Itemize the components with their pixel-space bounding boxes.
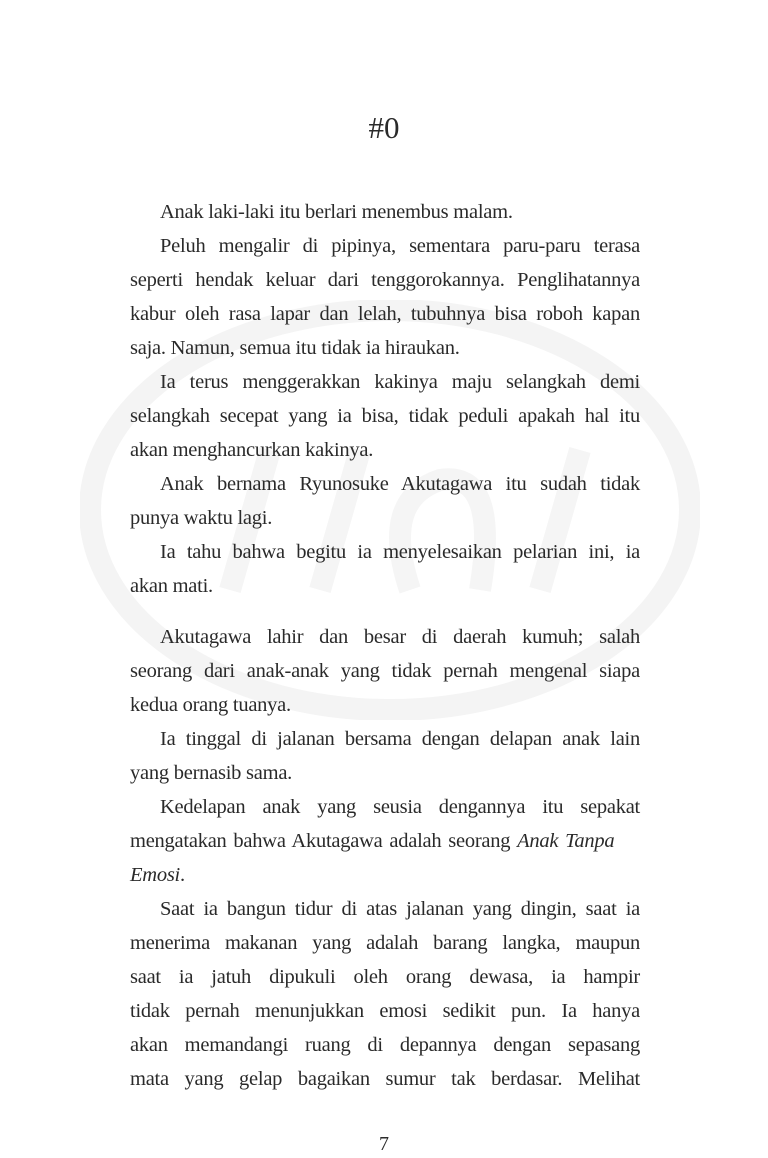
text-line: akan mati.	[130, 575, 213, 597]
text-line: akan menghancurkan kakinya.	[130, 439, 374, 461]
section-2	[130, 620, 640, 1096]
italic-phrase: Emosi	[130, 864, 180, 886]
text-line: tidak pernah menunjukkan emosi sedikit pun. Ia hanya	[130, 1000, 640, 1022]
text-line: saat ia jatuh dipukuli oleh orang dewasa, ia hampir	[130, 966, 640, 988]
text-line: saja. Namun, semua itu tidak ia hiraukan.	[130, 337, 460, 359]
text-line: Anak bernama Ryunosuke Akutagawa itu sudah tidak	[160, 473, 640, 495]
text-line: Akutagawa lahir dan besar di daerah kumuh; salah	[160, 626, 640, 648]
text-line: Kedelapan anak yang seusia dengannya itu sepakat	[160, 796, 640, 818]
text-line: Anak laki-laki itu berlari menembus malam.	[160, 201, 513, 223]
text-line: akan memandangi ruang di depannya dengan sepasang	[130, 1034, 640, 1056]
chapter-title: #0	[368, 110, 400, 145]
text-line-mixed	[130, 824, 640, 858]
text-line: Peluh mengalir di pipinya, sementara paru-paru terasa	[160, 235, 640, 257]
text-line: punya waktu lagi.	[130, 507, 273, 529]
text-line: seperti hendak keluar dari tenggorokannya. Penglihatannya	[130, 269, 640, 291]
text-line: Ia terus menggerakkan kakinya maju selangkah demi	[160, 371, 640, 393]
section-1	[130, 195, 640, 603]
text-line: Ia tahu bahwa begitu ia menyelesaikan pelarian ini, ia	[160, 541, 640, 563]
text-line: kabur oleh rasa lapar dan lelah, tubuhnya bisa roboh kapan	[130, 303, 640, 325]
text-line: selangkah secepat yang ia bisa, tidak peduli apakah hal itu	[130, 405, 640, 427]
page-number: 7	[379, 1133, 389, 1155]
text-line: Ia tinggal di jalanan bersama dengan delapan anak lain	[160, 728, 640, 750]
text-segment: .	[180, 864, 185, 886]
text-line: mata yang gelap bagaikan sumur tak berdasar. Melihat	[130, 1068, 640, 1090]
text-line: Saat ia bangun tidur di atas jalanan yang dingin, saat ia	[160, 898, 640, 920]
text-segment: mengatakan bahwa Akutagawa adalah seorang	[130, 830, 518, 852]
text-line: seorang dari anak-anak yang tidak pernah mengenal siapa	[130, 660, 640, 682]
text-line: kedua orang tuanya.	[130, 694, 291, 716]
italic-phrase: Anak Tanpa	[517, 830, 615, 852]
text-line: yang bernasib sama.	[130, 762, 293, 784]
text-line-mixed	[130, 858, 640, 892]
text-line: menerima makanan yang adalah barang langka, maupun	[130, 932, 640, 954]
